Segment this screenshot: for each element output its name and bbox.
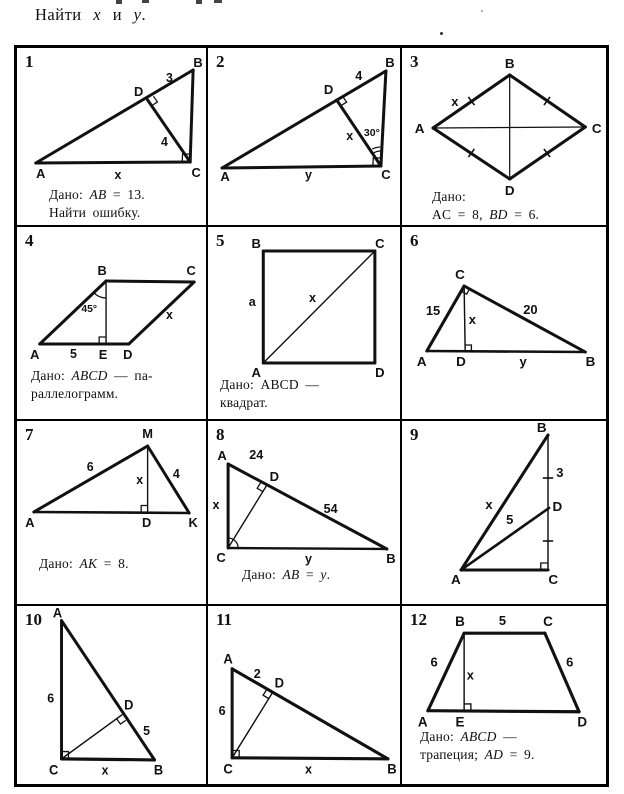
- svg-text:B: B: [97, 262, 107, 279]
- svg-text:D: D: [134, 83, 144, 100]
- svg-text:D: D: [456, 354, 466, 369]
- svg-text:6: 6: [86, 459, 94, 475]
- svg-text:A: A: [217, 448, 227, 463]
- svg-text:D: D: [504, 183, 515, 198]
- svg-text:B: B: [193, 54, 203, 71]
- svg-text:6: 6: [566, 654, 574, 670]
- svg-text:A: A: [52, 606, 63, 621]
- svg-text:5: 5: [506, 512, 514, 527]
- svg-text:M: M: [142, 425, 153, 442]
- problem-number: 4: [25, 231, 34, 250]
- problem-number: 5: [216, 231, 225, 250]
- problem-cell-5: [208, 227, 402, 421]
- svg-text:20: 20: [523, 302, 538, 317]
- svg-text:4: 4: [172, 466, 180, 482]
- svg-text:a: a: [248, 295, 256, 309]
- scan-speck: [440, 32, 443, 35]
- svg-text:D: D: [123, 346, 133, 363]
- svg-text:54: 54: [323, 502, 338, 516]
- svg-text:5: 5: [498, 612, 507, 628]
- svg-text:A: A: [223, 651, 233, 667]
- svg-text:6: 6: [430, 654, 438, 670]
- svg-text:3: 3: [556, 465, 564, 480]
- svg-text:x: x: [136, 472, 144, 488]
- svg-text:30°: 30°: [363, 127, 380, 139]
- svg-text:K: K: [188, 514, 198, 531]
- problem-figure: [17, 421, 206, 604]
- svg-text:C: C: [455, 267, 465, 282]
- svg-text:E: E: [98, 346, 108, 363]
- problem-figure: [402, 227, 606, 419]
- svg-text:E: E: [455, 714, 465, 730]
- svg-text:A: A: [416, 354, 427, 369]
- svg-text:x: x: [346, 129, 354, 143]
- problem-number: 6: [410, 231, 419, 250]
- svg-text:x: x: [212, 498, 220, 512]
- svg-text:5: 5: [143, 722, 151, 738]
- problem-cell-4: [17, 227, 208, 421]
- problems-grid: [14, 45, 609, 787]
- problem-figure: [402, 421, 606, 604]
- svg-text:x: x: [309, 291, 317, 305]
- svg-text:A: A: [30, 346, 40, 363]
- svg-text:y: y: [519, 354, 527, 369]
- problem-caption: Дано: AC = 8, BD = 6.: [432, 189, 540, 222]
- svg-text:B: B: [585, 354, 596, 369]
- svg-text:B: B: [153, 762, 164, 778]
- svg-text:B: B: [536, 421, 547, 435]
- page-instruction: Найти x и y.: [35, 5, 147, 24]
- problem-caption: Дано: AB = 13. Найти ошибку.: [49, 187, 145, 220]
- problem-cell-12: [402, 606, 606, 784]
- svg-text:C: C: [375, 236, 385, 251]
- problem-caption: Дано: AB = y.: [242, 567, 331, 582]
- svg-text:A: A: [450, 572, 461, 587]
- svg-text:C: C: [48, 762, 59, 778]
- problem-number: 12: [410, 610, 427, 629]
- problem-number: 10: [25, 610, 42, 629]
- svg-text:y: y: [305, 552, 313, 566]
- svg-text:x: x: [101, 762, 109, 778]
- problem-cell-11: [208, 606, 402, 784]
- problem-cell-9: [402, 421, 606, 606]
- svg-text:24: 24: [249, 448, 264, 462]
- svg-text:y: y: [305, 168, 313, 182]
- problem-cell-3: [402, 48, 606, 227]
- problem-caption: Дано: ABCD — квадрат.: [220, 377, 320, 410]
- svg-text:C: C: [216, 550, 226, 565]
- problem-cell-7: [17, 421, 208, 606]
- cropped-text-fragment: [214, 0, 222, 3]
- cropped-text-fragment: [116, 0, 122, 4]
- svg-text:C: C: [191, 164, 201, 181]
- svg-text:D: D: [552, 499, 563, 514]
- problem-figure: [17, 606, 206, 784]
- svg-text:6: 6: [47, 689, 55, 706]
- svg-text:D: D: [269, 469, 280, 484]
- svg-text:D: D: [323, 82, 334, 97]
- problem-number: 2: [216, 52, 225, 71]
- svg-text:x: x: [468, 312, 477, 327]
- svg-text:D: D: [577, 714, 588, 730]
- svg-text:D: D: [124, 697, 134, 713]
- problem-caption: Дано: ABCD — па- раллелограмм.: [31, 368, 153, 401]
- problem-cell-6: [402, 227, 606, 421]
- svg-text:B: B: [251, 236, 261, 251]
- svg-text:4: 4: [160, 134, 168, 150]
- problem-caption: Дано: AK = 8.: [39, 556, 129, 571]
- svg-text:A: A: [220, 169, 230, 184]
- svg-text:C: C: [381, 167, 391, 182]
- svg-text:B: B: [386, 551, 396, 566]
- problem-number: 3: [410, 52, 419, 71]
- svg-text:B: B: [385, 55, 395, 70]
- problem-number: 9: [410, 425, 419, 444]
- svg-text:A: A: [251, 365, 261, 380]
- scan-speck: [481, 10, 483, 12]
- problem-cell-8: [208, 421, 402, 606]
- problem-number: 1: [25, 52, 34, 71]
- problem-number: 7: [25, 425, 34, 444]
- svg-text:3: 3: [165, 70, 173, 86]
- svg-text:4: 4: [355, 69, 363, 83]
- svg-text:D: D: [375, 365, 385, 380]
- svg-text:A: A: [417, 714, 428, 730]
- svg-text:45°: 45°: [81, 303, 98, 316]
- problem-caption: Дано: ABCD — трапеция; AD = 9.: [420, 729, 535, 762]
- svg-text:6: 6: [218, 702, 226, 718]
- svg-text:C: C: [591, 121, 602, 136]
- svg-text:C: C: [223, 761, 233, 777]
- svg-text:x: x: [451, 94, 459, 109]
- svg-text:x: x: [485, 497, 493, 512]
- problem-cell-2: [208, 48, 402, 227]
- cropped-text-fragment: [196, 0, 202, 4]
- svg-text:x: x: [165, 307, 173, 323]
- svg-text:x: x: [466, 667, 474, 683]
- cropped-text-fragment: [142, 0, 149, 3]
- svg-text:C: C: [186, 262, 196, 279]
- svg-text:2: 2: [253, 666, 261, 682]
- svg-text:B: B: [504, 56, 515, 71]
- svg-text:15: 15: [425, 303, 441, 318]
- problem-figure: [208, 48, 400, 225]
- problem-cell-10: [17, 606, 208, 784]
- svg-text:C: C: [548, 572, 559, 587]
- svg-text:D: D: [141, 514, 152, 531]
- svg-text:5: 5: [69, 346, 77, 362]
- svg-text:x: x: [114, 167, 122, 183]
- svg-text:A: A: [25, 514, 35, 531]
- problem-number: 8: [216, 425, 225, 444]
- svg-text:A: A: [36, 165, 46, 182]
- svg-text:A: A: [414, 121, 425, 136]
- svg-text:D: D: [274, 675, 285, 691]
- problem-cell-1: [17, 48, 208, 227]
- svg-text:x: x: [305, 761, 313, 777]
- svg-text:C: C: [543, 613, 553, 629]
- problem-figure: [208, 606, 400, 784]
- svg-text:B: B: [455, 613, 465, 629]
- problem-number: 11: [216, 610, 233, 629]
- svg-text:B: B: [387, 761, 397, 777]
